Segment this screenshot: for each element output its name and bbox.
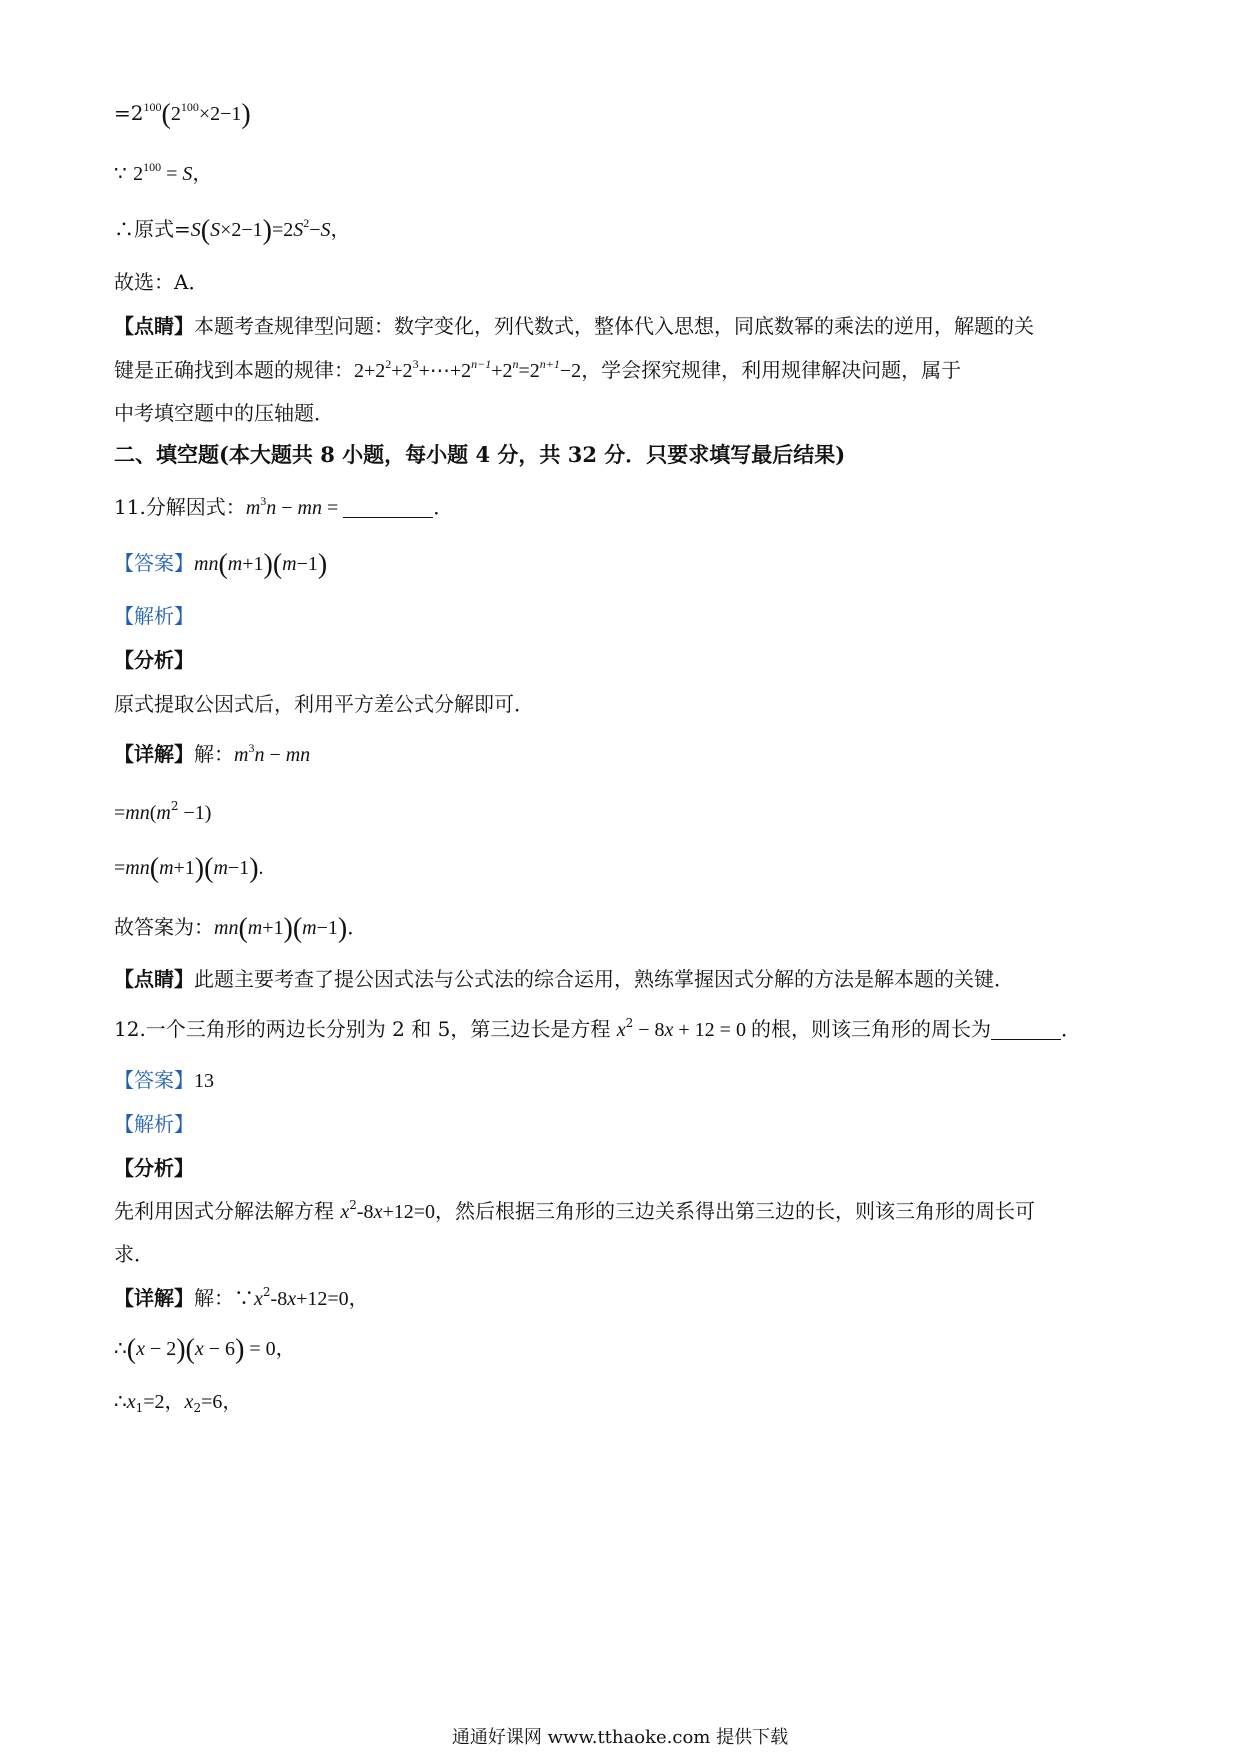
q12-fenxi-line-1: 先利用因式分解法解方程 $x^2-8x+12=0$，然后根据三角形的三边关系得出第三边的长，则该三角形的周长可 (114, 1198, 1036, 1223)
comment-line-2: 键是正确找到本题的规律：$2+2^2+2^3+\cdots+2^{n-1}+2^n=2^{n+1}-2$，学会探究规律，利用规律解决问题，属于 (114, 357, 962, 382)
q11-analysis-label: 【解析】 (114, 604, 194, 628)
q12-step-1: ∴(x − 2)(x − 6) = 0， (114, 1334, 296, 1365)
q11-question: 11.分解因式：$m^3n$ − mn = ． (114, 494, 454, 519)
q11-fenxi-text: 原式提取公因式后，利用平方差公式分解即可． (114, 692, 534, 716)
q12-fenxi-line-2: 求． (114, 1242, 154, 1266)
q12-analysis-label: 【解析】 (114, 1112, 194, 1136)
q12-answer: 【答案】13 (114, 1068, 214, 1092)
q12-question: 12.一个三角形的两边长分别为 2 和 5，第三边长是方程 $x^2 - 8x + 12 = 0$ 的根，则该三角形的周长为 ． (114, 1016, 1081, 1041)
q11-step-1: $=mn(m^2 -1)$ (114, 799, 212, 824)
equation-line-1: $=2^{100}(2^{100}\times 2-1)$ (114, 99, 251, 130)
comment-line-3: 中考填空题中的压轴题． (114, 401, 334, 425)
page-footer: 通通好课网 www.tthaoke.com 提供下载 (451, 1727, 789, 1748)
q11-final: 故答案为：mn(m+1)(m−1)． (114, 913, 368, 944)
answer-label: 【答案】 (114, 551, 194, 575)
q11-comment: 【点睛】此题主要考查了提公因式法与公式法的综合运用，熟练掌握因式分解的方法是解本题的关键． (114, 967, 1014, 991)
q11-answer: 【答案】mn(m+1)(m−1) (114, 549, 328, 580)
equation-line-2: ∵ $2^{100} = S$， (114, 160, 213, 185)
answer-blank (991, 1019, 1061, 1040)
equation-line-3: ∴原式$=S(S\times 2-1)=2S^2-S$， (114, 215, 351, 246)
q11-detail: 【详解】解：$m^3n$ − mn (114, 741, 311, 766)
answer-label: 【答案】 (114, 1068, 194, 1092)
choice-line: 故选：A． (114, 270, 209, 294)
comment-label: 【点睛】 (114, 314, 194, 338)
answer-blank (343, 497, 433, 518)
q12-fenxi-label: 【分析】 (114, 1156, 194, 1180)
q12-detail: 【详解】解：$\because x^2-8x+12=0$， (114, 1285, 369, 1310)
comment-line-1: 【点睛】本题考查规律型问题：数字变化，列代数式，整体代入思想，同底数幂的乘法的逆用，解题的关 (114, 314, 1034, 338)
q11-fenxi-label: 【分析】 (114, 648, 194, 672)
q11-step-2: =mn(m+1)(m−1). (114, 853, 264, 884)
q12-step-2: $\therefore x_1=2$，$x_2=6$， (114, 1389, 243, 1415)
section-title: 二、填空题(本大题共 8 小题，每小题 4 分，共 32 分．只要求填写最后结果) (114, 442, 846, 467)
